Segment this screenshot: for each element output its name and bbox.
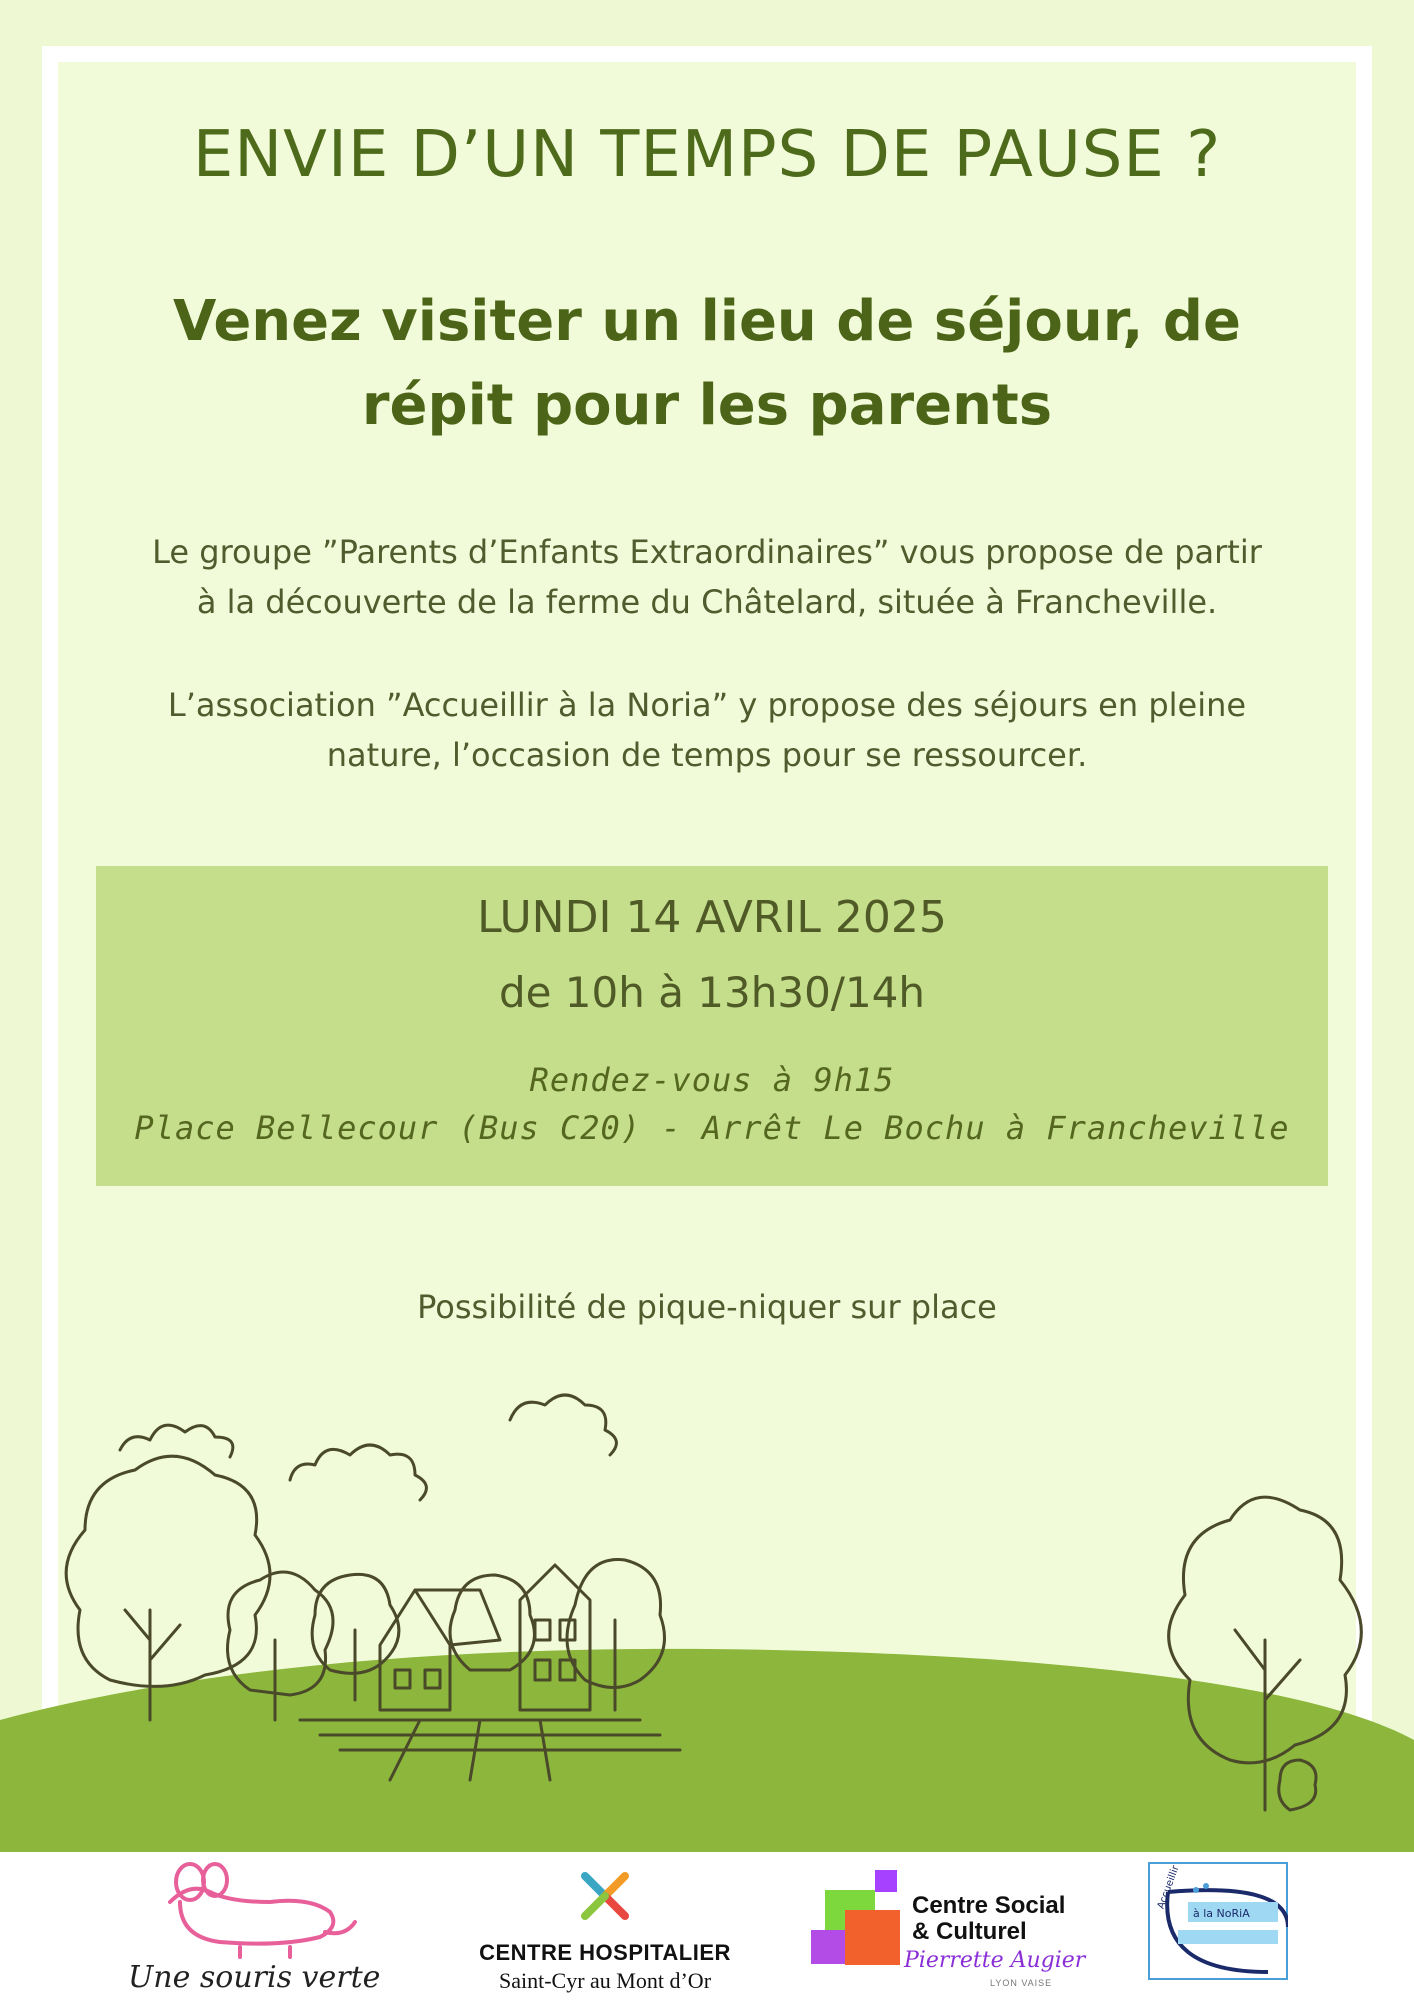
subtitle-line-1: Venez visiter un lieu de séjour, de	[173, 289, 1241, 354]
social-center-line-1: Centre Social	[912, 1892, 1066, 1919]
meeting-place: Place Bellecour (Bus C20) - Arrêt Le Bochu à Francheville	[134, 1109, 1290, 1147]
association-line-1: L’association ”Accueillir à la Noria” y propose des séjours en pleine	[167, 686, 1247, 724]
hospital-location: Saint-Cyr au Mont d’Or	[498, 1968, 712, 1993]
cloud-right	[510, 1395, 616, 1455]
colored-cross-icon	[575, 1866, 635, 1926]
subtitle-line-2: répit pour les parents	[361, 373, 1053, 438]
partners-footer	[0, 1852, 1414, 2000]
event-date: LUNDI 14 AVRIL 2025	[477, 892, 947, 943]
cloud-left	[120, 1425, 233, 1457]
poster-title: ENVIE D’UN TEMPS DE PAUSE ?	[192, 118, 1222, 192]
social-center-line-2: & Culturel	[912, 1918, 1027, 1945]
event-info-box	[96, 866, 1328, 1186]
intro-line-1: Le groupe ”Parents d’Enfants Extraordinaires” vous propose de partir	[152, 533, 1262, 571]
green-hill	[0, 1649, 1414, 1852]
social-center-city: LYON VAISE	[990, 1978, 1053, 1988]
noria-logo-top-text: Accueillir	[1155, 1864, 1182, 1911]
intro-line-2: à la découverte de la ferme du Châtelard, située à Francheville.	[196, 583, 1218, 621]
noria-logo-text: à la NoRiA	[1193, 1907, 1250, 1920]
poster-subtitle	[140, 280, 1274, 448]
noria-wheel-icon	[1148, 1862, 1288, 1980]
picnic-note: Possibilité de pique-niquer sur place	[417, 1288, 997, 1326]
colored-cubes-icon	[805, 1870, 910, 1980]
pink-mouse-icon	[160, 1862, 360, 1962]
hospital-name: CENTRE HOSPITALIER	[479, 1940, 731, 1965]
meeting-time: Rendez-vous à 9h15	[529, 1061, 895, 1099]
intro-paragraph-association	[100, 680, 1314, 780]
countryside-illustration	[0, 1340, 1414, 1852]
meeting-info	[96, 1056, 1328, 1152]
association-line-2: nature, l’occasion de temps pour se ressourcer.	[326, 736, 1088, 774]
mouse-logo-caption: Une souris verte	[128, 1960, 381, 1995]
event-time: de 10h à 13h30/14h	[498, 968, 926, 1017]
tree-left-canopy	[66, 1456, 270, 1686]
cloud-middle	[290, 1445, 426, 1500]
social-center-signature: Pierrette Augier	[904, 1948, 1086, 1973]
intro-paragraph-group	[100, 527, 1314, 627]
